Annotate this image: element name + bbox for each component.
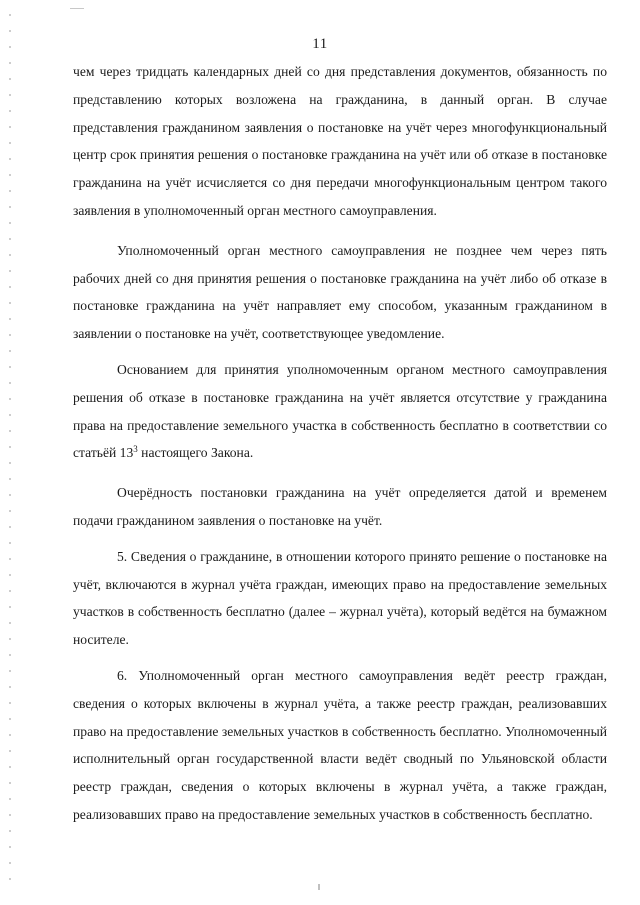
document-body xyxy=(73,58,607,829)
paragraph: Уполномоченный орган местного самоуправления не позднее чем через пять рабочих дней со дня принятия решения о постановке гражданина на учёт либо об отказе в постановке гражданина на учёт направляет ему способом, указанным гражданином в заявлении о постановке на учёт, соответствующее уведомление. xyxy=(73,242,607,342)
page-number: 11 xyxy=(312,36,328,52)
scan-margin-marks xyxy=(9,14,11,894)
paragraph-text: Основанием для принятия уполномоченным органом местного самоуправления решения об отказе в постановке гражданина на учёт является отсутствие у гражданина права на предоставление земельного участка в собственность бесплатно в соответствии со статьёй 13 xyxy=(73,361,607,461)
paragraph: Очерёдность постановки гражданина на учёт определяется датой и временем подачи гражданином заявления о постановке на учёт. xyxy=(73,485,607,528)
paragraph: 6. Уполномоченный орган местного самоуправления ведёт реестр граждан, сведения о которых включены в журнал учёта, а также реестр граждан, реализовавших право на предоставление земельных участков в собственность бесплатно. Уполномоченный исполнительный орган государственной власти ведёт сводный по Ульяновской области реестр граждан, сведения о которых включены в журнал учёта, а также граждан, реализовавших право на предоставление земельных участков в собственность бесплатно. xyxy=(73,667,607,822)
superscript: 3 xyxy=(133,444,138,455)
paragraph xyxy=(73,356,607,467)
paragraph: 5. Сведения о гражданине, в отношении которого принято решение о постановке на учёт, включаются в журнал учёта граждан, имеющих право на предоставление земельных участков в собственность бесплатно (далее – журнал учёта), который ведётся на бумажном носителе. xyxy=(73,548,607,648)
scan-artifact xyxy=(318,884,320,890)
paragraph: чем через тридцать календарных дней со дня представления документов, обязанность по представлению которых возложена на гражданина, в данный орган. В случае представления гражданином заявления о постановке на учёт через многофункциональный центр срок принятия решения о постановке гражданина на учёт или об отказе в постановке гражданина на учёт исчисляется со дня передачи многофункциональным центром такого заявления в уполномоченный орган местного самоуправления. xyxy=(73,64,607,218)
paragraph-text: настоящего Закона. xyxy=(137,445,254,461)
scan-artifact xyxy=(70,8,84,9)
